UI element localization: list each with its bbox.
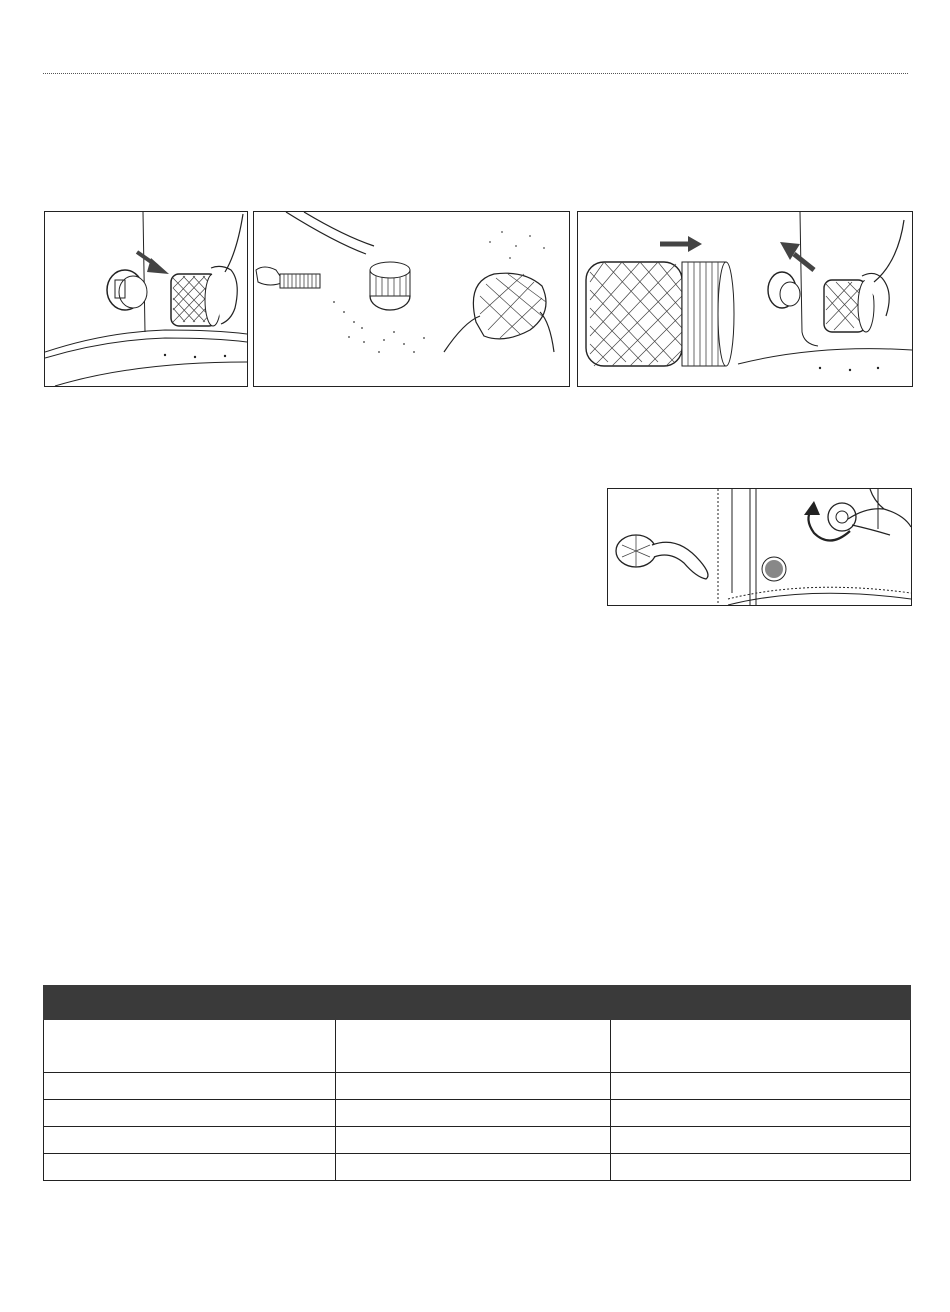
table-row <box>44 1127 911 1154</box>
table-cell <box>336 1073 611 1100</box>
table-cell <box>336 1127 611 1154</box>
table-cell <box>44 1073 336 1100</box>
section-divider <box>43 73 908 74</box>
table-header-cell <box>44 986 336 1020</box>
table-cell <box>44 1154 336 1181</box>
filter-rinse-and-wring-illustration <box>253 211 570 387</box>
filter-cover-reinstall-illustration <box>577 211 913 387</box>
table-cell <box>611 1154 911 1181</box>
table-cell <box>611 1100 911 1127</box>
table-row <box>44 1100 911 1127</box>
table-row <box>44 1073 911 1100</box>
table-row <box>44 1020 911 1073</box>
table-header-cell <box>611 986 911 1020</box>
table-cell <box>44 1100 336 1127</box>
table-cell <box>611 1020 911 1073</box>
table-row <box>44 1154 911 1181</box>
table-cell <box>611 1073 911 1100</box>
table-cell <box>44 1020 336 1073</box>
table-cell <box>336 1100 611 1127</box>
table-cell <box>336 1154 611 1181</box>
table-header-cell <box>336 986 611 1020</box>
spec-table <box>43 985 911 1181</box>
table-cell <box>44 1127 336 1154</box>
table-cell <box>336 1020 611 1073</box>
filter-removal-illustration <box>44 211 248 387</box>
table-header-row <box>44 986 911 1020</box>
spa-tool-unscrew-illustration <box>607 488 912 606</box>
table-cell <box>611 1127 911 1154</box>
